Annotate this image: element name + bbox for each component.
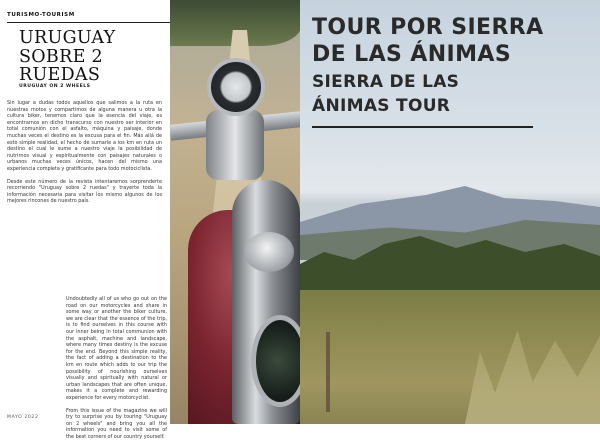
paragraph-es: Sin lugar a dudas todos aquellos que salimos a la ruta en nuestras motos y compartimos de alguna manera u otra la cultura biker, tenemos claro que la esencia del viaje, es encontrarnos en dicho transcurso con nuestro ser interior en total comunión con el asfalto, máquina y paisaje, donde muchas veces el destino es la excusa para el fin. Más allá de esto simple realidad, el hecho de sumarle a los km en ruta un destino el cual le sume a nuestro viaje la posibilidad de nutrirnos visual y espiritualmente con paisajes naturales o urbanos muchas veces únicos, hacen del mismo una experiencia completa y gratificante para todo motociclista.: [7, 100, 162, 172]
article-title-line: SOBRE 2: [19, 46, 103, 67]
motorcycle-photo: [170, 0, 301, 424]
photo-speedometer: [207, 58, 265, 116]
body-spanish: [7, 100, 162, 211]
section-tag: TURISMO-TOURISM: [7, 12, 75, 18]
feature-title-english: [312, 70, 552, 118]
photo-stem: [206, 110, 264, 180]
title-rule: [312, 126, 533, 128]
paragraph-en: From this issue of the magazine we will try to surprise you by touring "Uruguay on 2 wheels" and bring you all the information you need to visit some of the best corners of our country yourself.: [66, 407, 167, 440]
header-rule: [7, 22, 173, 23]
feature-title: [312, 14, 582, 68]
feature-title-en-line: ÁNIMAS TOUR: [312, 96, 451, 116]
article-title: [19, 29, 169, 85]
body-english: [66, 296, 167, 446]
feature-title-en-line: SIERRA DE LAS: [312, 72, 460, 92]
article-subtitle: URUGUAY ON 2 WHEELS: [19, 84, 91, 89]
paragraph-es: Desde este número de la revista intentaremos sorprenderte recorriendo "Uruguay sobre 2 ruedas" y trayerte toda la información necesaria para visitar los mismo algunos de los mejores rincones de nuestro país.: [7, 178, 162, 205]
article-title-line: RUEDAS: [19, 65, 101, 85]
feature-title-line: TOUR POR SIERRA: [312, 15, 544, 40]
feature-title-line: DE LAS ÁNIMAS: [312, 42, 512, 67]
article-title-line: URUGUAY: [19, 28, 116, 48]
issue-date: MAYO 2022: [7, 415, 39, 420]
paragraph-en: Undoubtedly all of us who go out on the road on our motorcycles and share in some way or another the biker culture, we are clear that the essence of the trip, is to find ourselves in this course with our inner being in total communion with the asphalt, machine and landscape, where many times destiny is the excuse for the end. Beyond this simple reality, the fact of adding a destination to the km en route which adds to our trip the possibility of nourishing ourselves visually and spiritually with natural or urban landscapes that are often unique, makes it a complete and rewarding experience for every motorcyclist.: [66, 296, 167, 401]
photo-fuel-cap: [244, 232, 294, 272]
photo-fence-post: [326, 332, 330, 412]
